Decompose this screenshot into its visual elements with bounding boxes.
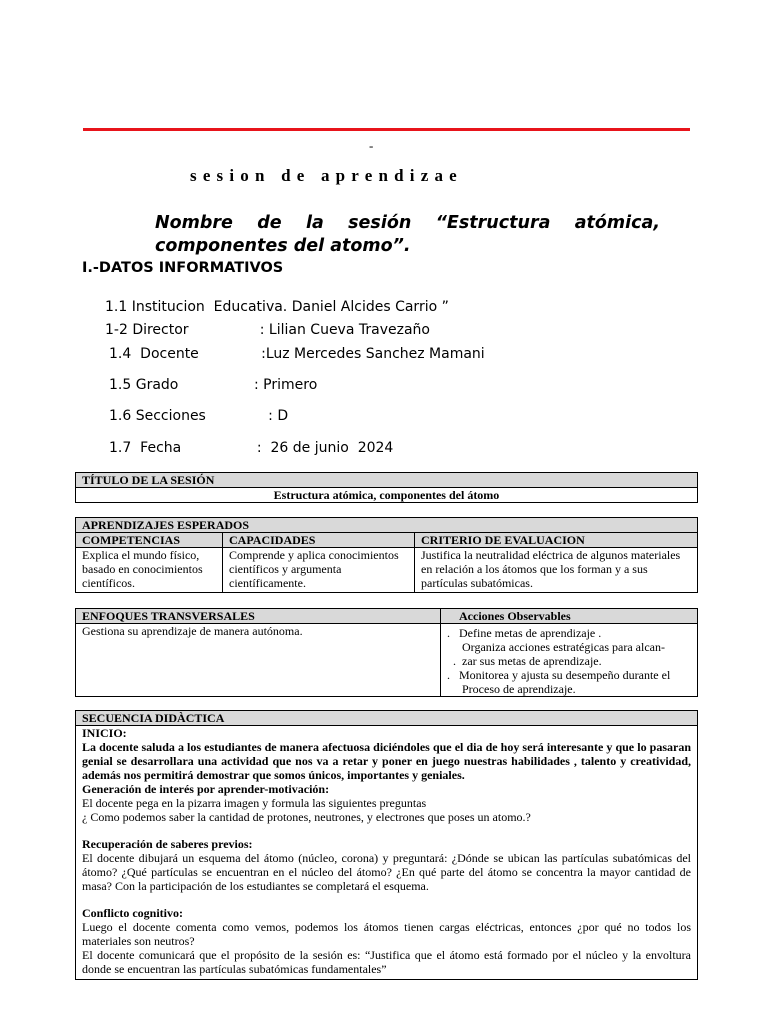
- inicio-text: La docente saluda a los estudiantes de manera afectuosa diciéndoles que el dia de hoy será interesante y que lo pasaran genial se desarrollara una actividad que nos va a retar y poner en juego nuestras habilidades , talento y creatividad, además nos permitirá demostrar que somos únicos, importantes y geniales.: [82, 740, 691, 782]
- conflicto-text: Luego el docente comenta como vemos, podemos los átomos tienen cargas eléctricas, entonces ¿por qué no todos los materiales son neutros?: [82, 920, 691, 948]
- enfoques-table: [75, 608, 698, 697]
- col-capacidades: CAPACIDADES: [223, 533, 415, 548]
- proposito-text: El docente comunicará que el propósito de la sesión es: “Justifica que el átomo está formado por el núcleo y la envoltura donde se encuentran las partículas subatómicas fundamentales”: [82, 948, 691, 976]
- inicio-label: INICIO:: [82, 726, 127, 740]
- secuencia-table: [75, 710, 698, 980]
- aprendizajes-table: [75, 517, 698, 593]
- titulo-table: [75, 472, 698, 503]
- recuperacion-label: Recuperación de saberes previos:: [82, 837, 253, 851]
- accion-line: . Define metas de aprendizaje .: [447, 626, 602, 640]
- accion-line: Proceso de aprendizaje.: [447, 682, 576, 696]
- document-title: sesion de aprendizae: [190, 166, 463, 185]
- col-criterio: CRITERIO DE EVALUACION: [415, 533, 698, 548]
- enfoque-text: Gestiona su aprendizaje de manera autónoma.: [76, 624, 441, 697]
- conflicto-label: Conflicto cognitivo:: [82, 906, 183, 920]
- enfoques-header: ENFOQUES TRANSVERSALES: [76, 609, 441, 624]
- accion-line: . zar sus metas de aprendizaje.: [447, 654, 602, 668]
- info-fecha: 1.7 Fecha : 26 de junio 2024: [109, 440, 394, 456]
- titulo-value: Estructura atómica, componentes del átomo: [76, 488, 698, 503]
- recuperacion-text: El docente dibujará un esquema del átomo (núcleo, corona) y preguntará: ¿Dónde se ubican las partículas subatómicas del átomo? ¿Qué partículas se encuentran en el núcleo del átomo? ¿En qué parte del átomo se concentra la mayor cantidad de masa? Con la participación de los estudiantes se completará el esquema.: [82, 851, 691, 893]
- info-director: 1-2 Director : Lilian Cueva Travezaño: [105, 322, 430, 338]
- cell-capacidad: Comprende y aplica conocimientos científicos y argumenta científicamente.: [223, 548, 415, 593]
- acciones-header: Acciones Observables: [441, 609, 698, 624]
- info-docente: 1.4 Docente :Luz Mercedes Sanchez Mamani: [109, 346, 485, 362]
- accion-line: . Monitorea y ajusta su desempeño durante el: [447, 668, 671, 682]
- generacion-line: El docente pega en la pizarra imagen y formula las siguientes preguntas: [82, 796, 427, 810]
- info-grado: 1.5 Grado : Primero: [109, 377, 318, 393]
- red-divider-line: [83, 128, 690, 131]
- cell-criterio: Justifica la neutralidad eléctrica de algunos materiales en relación a los átomos que los forman y a sus partículas subatómicas.: [415, 548, 698, 593]
- session-name: Nombre de la sesión “Estructura atómica, componentes del atomo”.: [155, 213, 660, 256]
- col-competencias: COMPETENCIAS: [76, 533, 223, 548]
- info-institucion: 1.1 Institucion Educativa. Daniel Alcides Carrio ”: [105, 299, 449, 315]
- info-secciones: 1.6 Secciones : D: [109, 408, 289, 424]
- dash-mark: -: [369, 138, 374, 153]
- generacion-label: Generación de interés por aprender-motivación:: [82, 782, 330, 796]
- accion-line: Organiza acciones estratégicas para alcan-: [447, 640, 665, 654]
- cell-competencia: Explica el mundo físico, basado en conocimientos científicos.: [76, 548, 223, 593]
- secuencia-header: SECUENCIA DIDÀCTICA: [76, 711, 698, 726]
- aprendizajes-header: APRENDIZAJES ESPERADOS: [76, 518, 698, 533]
- generacion-line: ¿ Como podemos saber la cantidad de protones, neutrones, y electrones que poses un atomo.?: [82, 810, 531, 824]
- titulo-header: TÍTULO DE LA SESIÓN: [76, 473, 698, 488]
- section-heading: I.-DATOS INFORMATIVOS: [82, 260, 284, 276]
